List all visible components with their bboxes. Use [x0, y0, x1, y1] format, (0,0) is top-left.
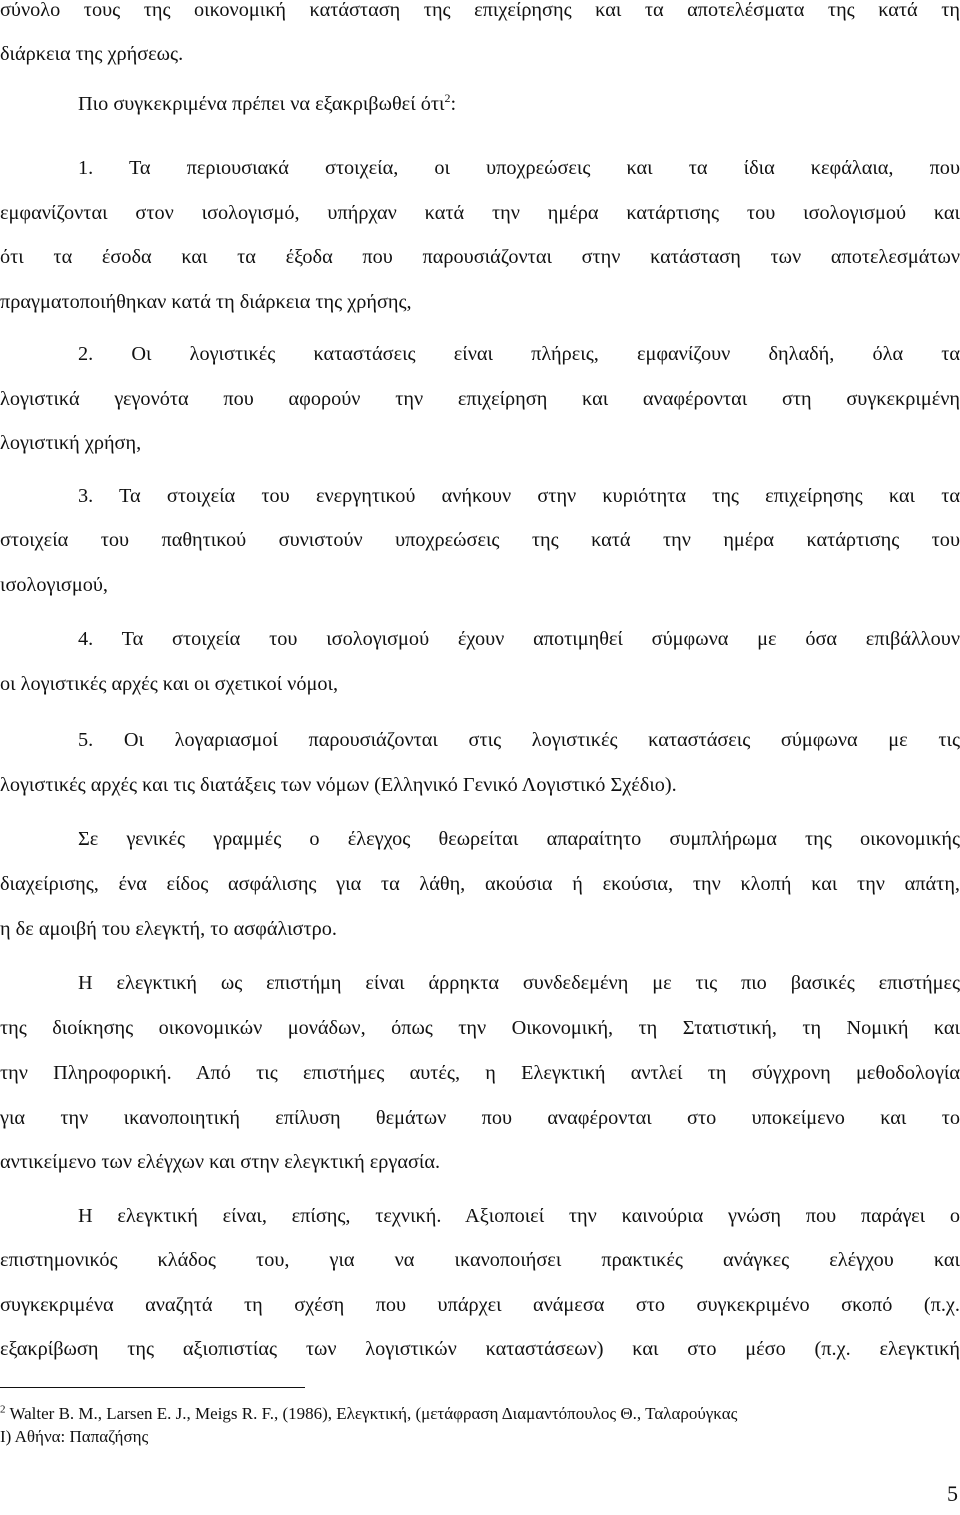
text-span: : [450, 93, 457, 115]
paragraph-start: Σε γενικές γραμμές ο έλεγχος θεωρείται απαραίτητο συμπλήρωμα της οικονομικής [78, 828, 960, 850]
text-line: στοιχεία του παθητικού συνιστούν υποχρεώσεις της κατά την ημέρα κατάρτισης του [0, 529, 960, 551]
text-line: οι λογιστικές αρχές και οι σχετικοί νόμοι, [0, 673, 339, 695]
footnote-reference: 2 [444, 91, 451, 106]
footnote-separator [0, 1387, 305, 1388]
text-span: Πιο συγκεκριμένα πρέπει να εξακριβωθεί ότι [78, 93, 445, 115]
text-line: διάρκεια της χρήσεως. [0, 43, 184, 65]
text-line: η δε αμοιβή του ελεγκτή, το ασφάλιστρο. [0, 918, 337, 940]
text-line: λογιστικές αρχές και τις διατάξεις των νόμων (Ελληνικό Γενικό Λογιστικό Σχέδιο). [0, 774, 677, 796]
footnote-continuation: Ι) Αθήνα: Παπαζήσης [0, 1427, 149, 1446]
text-line: συγκεκριμένα αναζητά τη σχέση που υπάρχει ανάμεσα στο συγκεκριμένο σκοπό (π.χ. [0, 1294, 960, 1316]
text-line: επιστημονικός κλάδος του, για να ικανοποιήσει πρακτικές ανάγκες ελέγχου και [0, 1249, 960, 1271]
text-line: εξακρίβωση της αξιοπιστίας των λογιστικών καταστάσεων) και στο μέσο (π.χ. ελεγκτική [0, 1338, 960, 1360]
paragraph-start: Η ελεγκτική είναι, επίσης, τεχνική. Αξιοποιεί την καινούρια γνώση που παράγει ο [78, 1205, 960, 1227]
footnote-text: Walter B. M., Larsen E. J., Meigs R. F., (1986), Ελεγκτική, (μετάφραση Διαμαντόπουλος Θ., Ταλαρούγκας [9, 1404, 738, 1423]
text-line: σύνολο τους της οικονομική κατάσταση της επιχείρησης και τα αποτελέσματα της κατά τη [0, 0, 960, 21]
text-line: διαχείρισης, ένα είδος ασφάλισης για τα λάθη, ακούσια ή εκούσια, την κλοπή και την απάτη, [0, 873, 960, 895]
text-line: την Πληροφορική. Από τις επιστήμες αυτές, η Ελεγκτική αντλεί τη σύγχρονη μεθοδολογία [0, 1062, 960, 1084]
text-line: εμφανίζονται στον ισολογισμό, υπήρχαν κατά την ημέρα κατάρτισης του ισολογισμού και [0, 202, 960, 224]
text-line: αντικείμενο των ελέγχων και στην ελεγκτική εργασία. [0, 1151, 441, 1173]
paragraph-start: Η ελεγκτική ως επιστήμη είναι άρρηκτα συνδεδεμένη με τις πιο βασικές επιστήμες [78, 972, 960, 994]
text-line: της διοίκησης οικονομικών μονάδων, όπως την Οικονομική, τη Στατιστική, τη Νομική και [0, 1017, 960, 1039]
list-item-4: 4. Τα στοιχεία του ισολογισμού έχουν αποτιμηθεί σύμφωνα με όσα επιβάλλουν [78, 628, 960, 650]
footnote-marker: 2 [0, 1403, 6, 1416]
text-line: λογιστικά γεγονότα που αφορούν την επιχείρηση και αναφέρονται στη συγκεκριμένη [0, 388, 960, 410]
text-line [78, 91, 456, 117]
list-item-5: 5. Οι λογαριασμοί παρουσιάζονται στις λογιστικές καταστάσεις σύμφωνα με τις [78, 729, 960, 751]
list-item-2: 2. Οι λογιστικές καταστάσεις είναι πλήρεις, εμφανίζουν δηλαδή, όλα τα [78, 343, 960, 365]
text-line: λογιστική χρήση, [0, 432, 142, 454]
list-item-1: 1. Τα περιουσιακά στοιχεία, οι υποχρεώσεις και τα ίδια κεφάλαια, που [78, 157, 960, 179]
list-item-3: 3. Τα στοιχεία του ενεργητικού ανήκουν στην κυριότητα της επιχείρησης και τα [78, 485, 960, 507]
text-line: ισολογισμού, [0, 574, 108, 596]
text-line: ότι τα έσοδα και τα έξοδα που παρουσιάζονται στην κατάσταση των αποτελεσμάτων [0, 246, 960, 268]
text-line: πραγματοποιήθηκαν κατά τη διάρκεια της χρήσης, [0, 291, 412, 313]
page-number: 5 [947, 1481, 958, 1506]
footnote [0, 1403, 960, 1425]
text-line: για την ικανοποιητική επίλυση θεμάτων που αναφέρονται στο υποκείμενο και το [0, 1107, 960, 1129]
